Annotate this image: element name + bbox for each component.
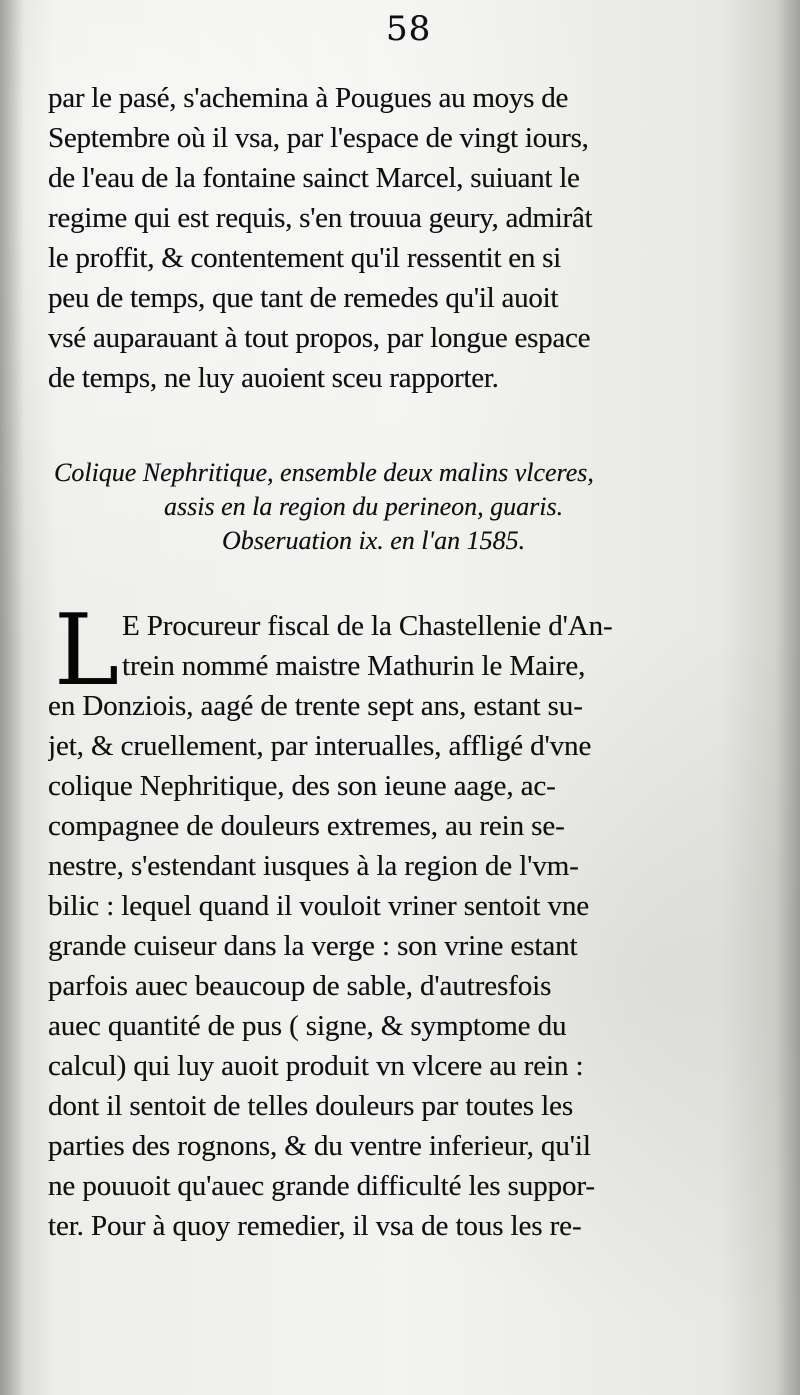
text-line: par le pasé, s'achemina à Pougues au moys de — [48, 82, 569, 114]
text-line: ter. Pour à quoy remedier, il vsa de tous les re- — [48, 1210, 582, 1242]
right-page-shadow — [776, 0, 800, 1395]
body-paragraph — [48, 594, 760, 1246]
text-line: trein nommé maistre Mathurin le Maire, — [122, 650, 586, 682]
drop-cap: L — [54, 594, 120, 708]
text-line: calcul) qui luy auoit produit vn vlcere au rein : — [48, 1050, 584, 1082]
heading-line: assis en la region du perineon, guaris. — [164, 492, 564, 521]
heading-line: Colique Nephritique, ensemble deux malins vlceres, — [54, 458, 594, 487]
page-number: 58 — [386, 9, 432, 49]
left-page-shadow — [0, 0, 24, 1395]
opening-paragraph — [48, 78, 760, 398]
text-line: auec quantité de pus ( signe, & symptome du — [48, 1010, 567, 1042]
text-line: compagnee de douleurs extremes, au rein se- — [48, 810, 565, 842]
text-line: dont il sentoit de telles douleurs par toutes les — [48, 1090, 574, 1122]
text-line: de l'eau de la fontaine sainct Marcel, suiuant le — [48, 162, 580, 194]
section-heading — [44, 456, 760, 558]
text-line: parties des rognons, & du ventre inferieur, qu'il — [48, 1130, 591, 1162]
text-line: nestre, s'estendant iusques à la region de l'vm- — [48, 850, 579, 882]
observation-line: Obseruation ix. en l'an 1585. — [222, 526, 526, 555]
text-line: regime qui est requis, s'en trouua geury, admirât — [48, 202, 593, 234]
text-line: bilic : lequel quand il vouloit vriner sentoit vne — [48, 890, 590, 922]
text-line: E Procureur fiscal de la Chastellenie d'An- — [122, 610, 613, 642]
drop-cap-lines — [48, 606, 760, 686]
text-line: de temps, ne luy auoient sceu rapporter. — [48, 362, 499, 394]
text-line: en Donziois, aagé de trente sept ans, estant su- — [48, 690, 583, 722]
text-line: parfois auec beaucoup de sable, d'autresfois — [48, 970, 552, 1002]
text-line: ne pouuoit qu'auec grande difficulté les suppor- — [48, 1170, 595, 1202]
text-line: grande cuiseur dans la verge : son vrine estant — [48, 930, 578, 962]
text-line: jet, & cruellement, par interualles, affligé d'vne — [48, 730, 592, 762]
text-line: vsé auparauant à tout propos, par longue espace — [48, 322, 591, 354]
text-line: Septembre où il vsa, par l'espace de vingt iours, — [48, 122, 589, 154]
text-line: colique Nephritique, des son ieune aage, ac- — [48, 770, 556, 802]
text-line: peu de temps, que tant de remedes qu'il auoit — [48, 282, 559, 314]
text-line: le proffit, & contentement qu'il ressentit en si — [48, 242, 561, 274]
